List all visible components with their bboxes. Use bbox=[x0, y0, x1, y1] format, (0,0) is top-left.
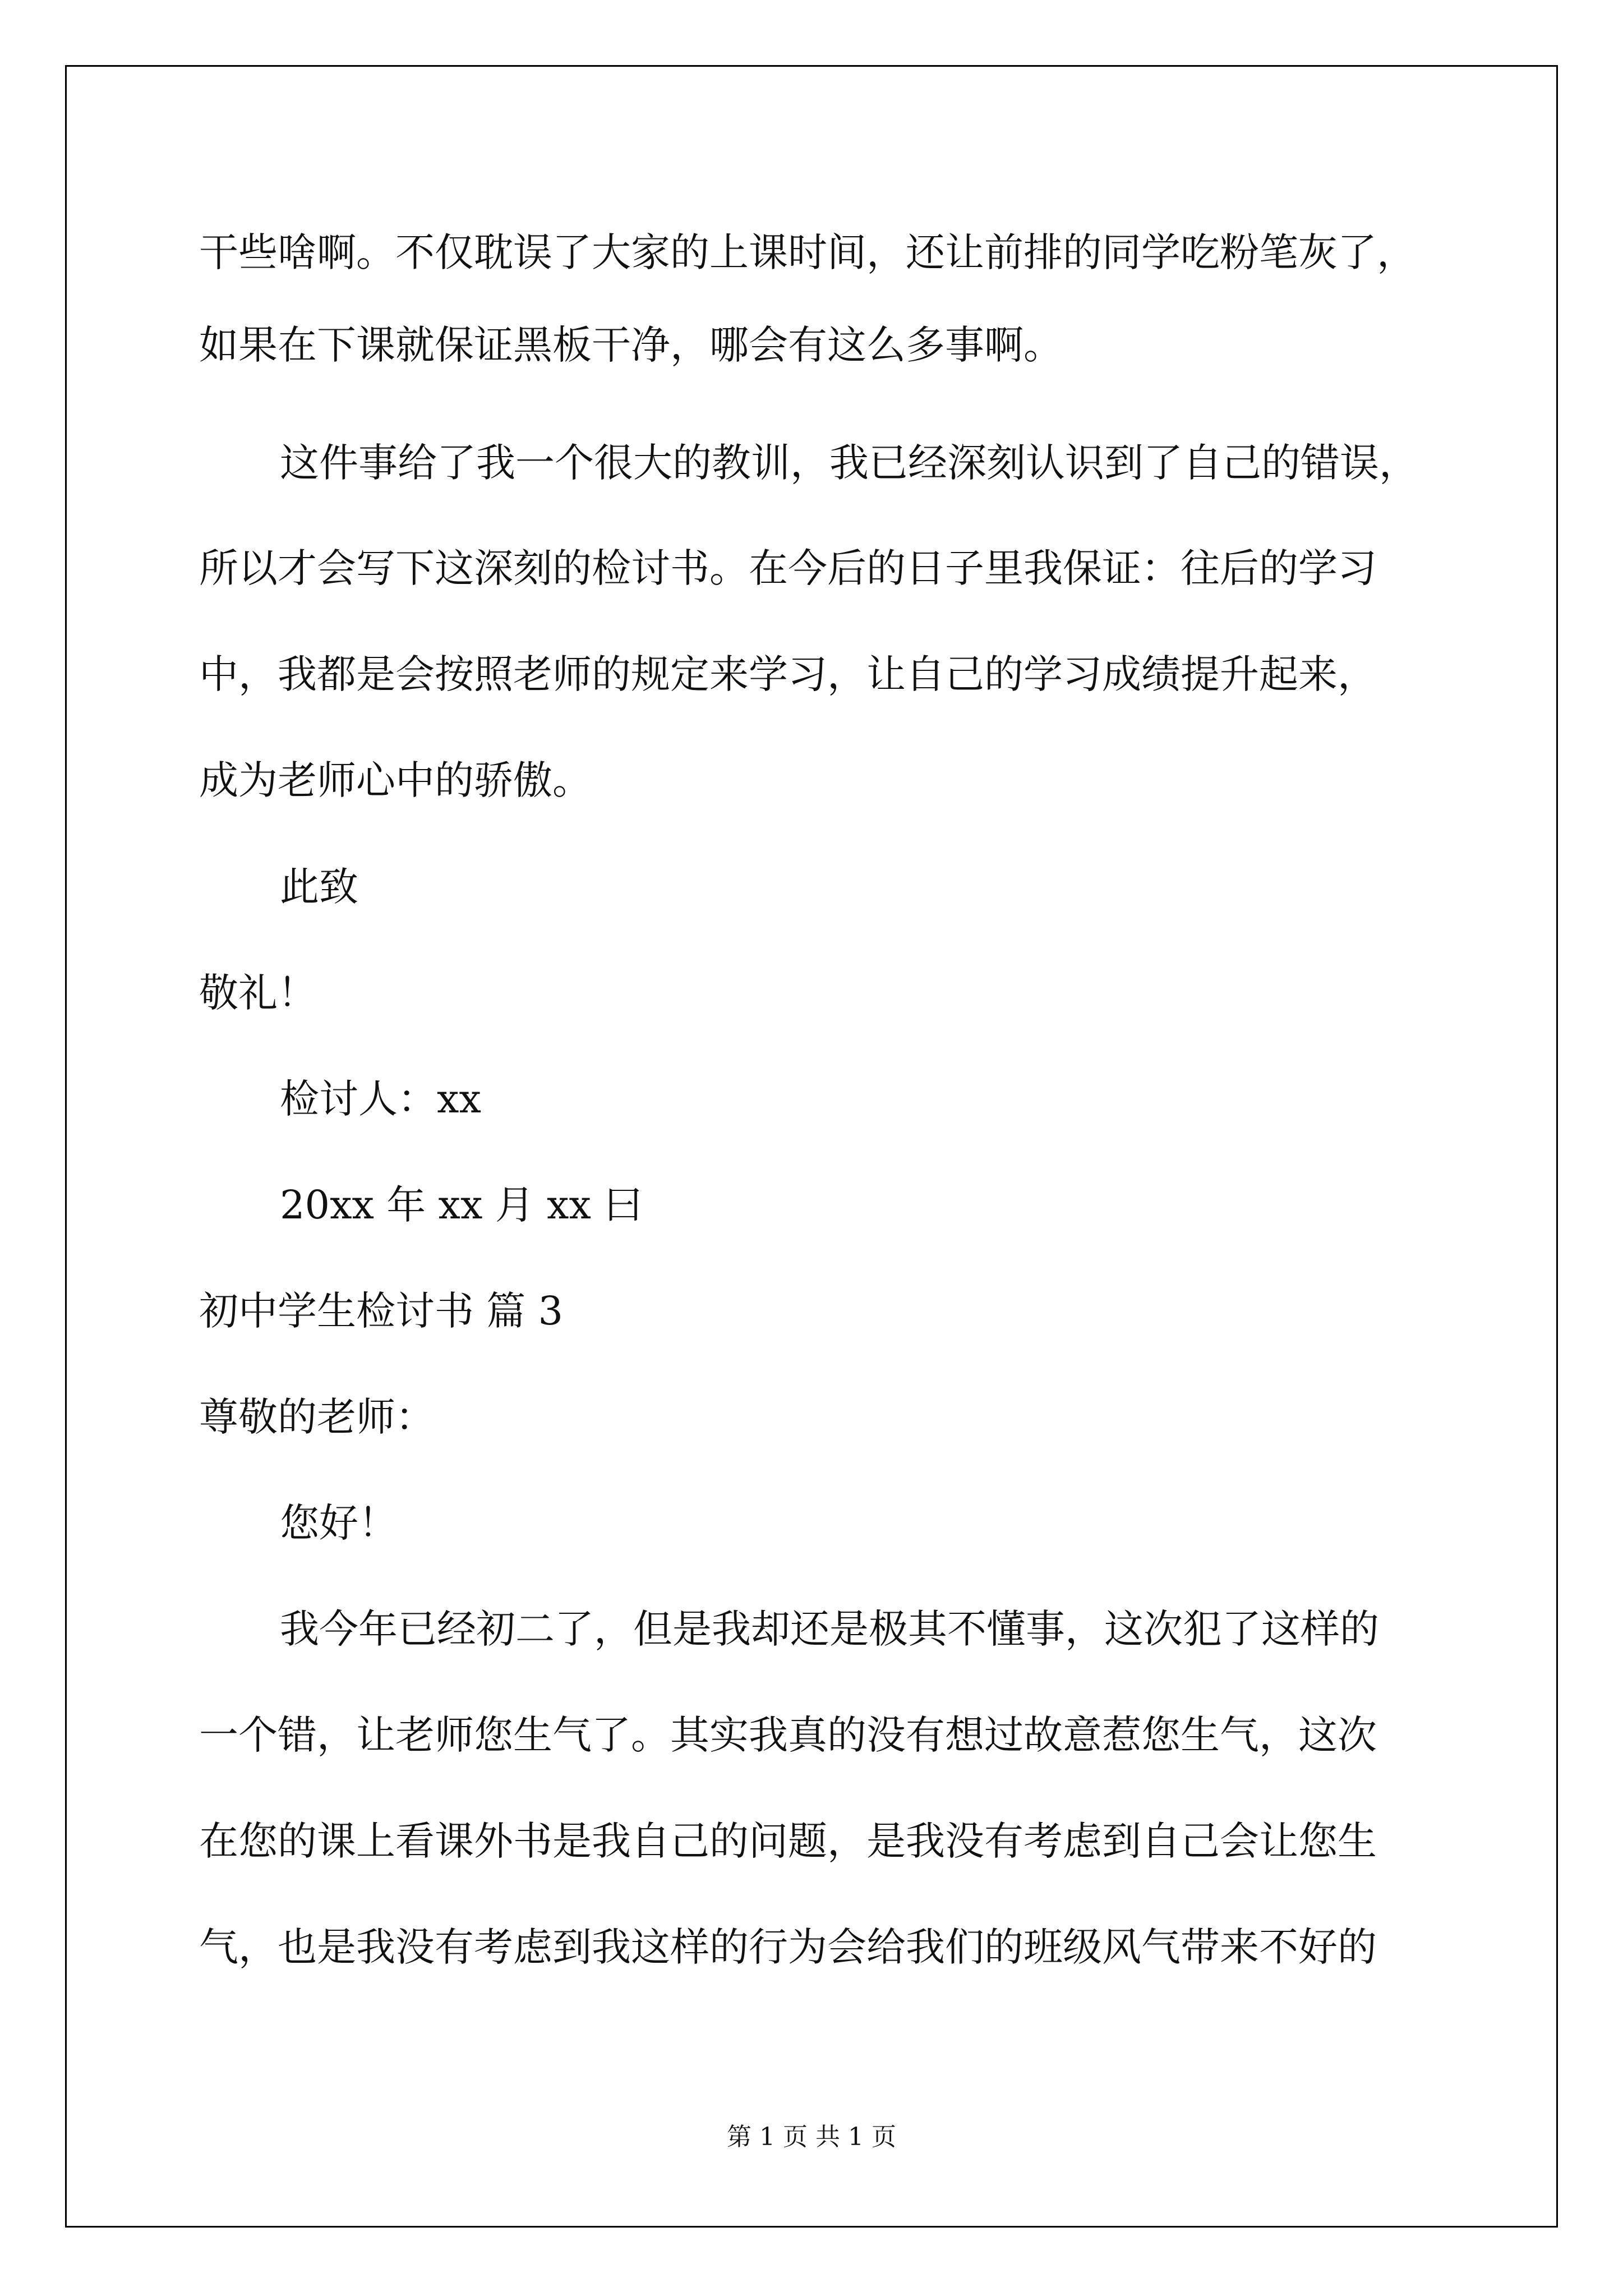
body-line-6: 成为老师心中的骄傲。 bbox=[199, 757, 592, 803]
page-footer: 第 1 页 共 1 页 bbox=[727, 2123, 896, 2151]
signer-line: 检讨人：xx bbox=[280, 1076, 481, 1122]
letter-greeting: 尊敬的老师： bbox=[199, 1394, 435, 1440]
body-line-17: 气，也是我没有考虑到我这样的行为会给我们的班级风气带来不好的 bbox=[199, 1924, 1377, 1970]
body-line-4: 所以才会写下这深刻的检讨书。在今后的日子里我保证：往后的学习 bbox=[199, 545, 1377, 591]
body-line-15: 一个错，让老师您生气了。其实我真的没有想过故意惹您生气，这次 bbox=[199, 1712, 1377, 1758]
date-line: 20xx 年 xx 月 xx 曰 bbox=[280, 1182, 643, 1228]
body-line-2: 如果在下课就保证黑板干净，哪会有这么多事啊。 bbox=[199, 322, 1063, 368]
body-line-3: 这件事给了我一个很大的教训，我已经深刻认识到了自己的错误， bbox=[280, 440, 1418, 486]
page-frame bbox=[65, 65, 1558, 2228]
section-title: 初中学生检讨书 篇 3 bbox=[199, 1288, 564, 1334]
closing-respect: 敬礼！ bbox=[199, 970, 317, 1016]
body-line-16: 在您的课上看课外书是我自己的问题，是我没有考虑到自己会让您生 bbox=[199, 1818, 1377, 1864]
closing-salutation: 此致 bbox=[280, 864, 358, 910]
body-line-14: 我今年已经初二了，但是我却还是极其不懂事，这次犯了这样的 bbox=[280, 1606, 1379, 1652]
letter-hello: 您好！ bbox=[280, 1500, 398, 1546]
body-line-1: 干些啥啊。不仅耽误了大家的上课时间，还让前排的同学吃粉笔灰了， bbox=[199, 229, 1416, 275]
body-line-5: 中，我都是会按照老师的规定来学习，让自己的学习成绩提升起来， bbox=[199, 651, 1377, 697]
